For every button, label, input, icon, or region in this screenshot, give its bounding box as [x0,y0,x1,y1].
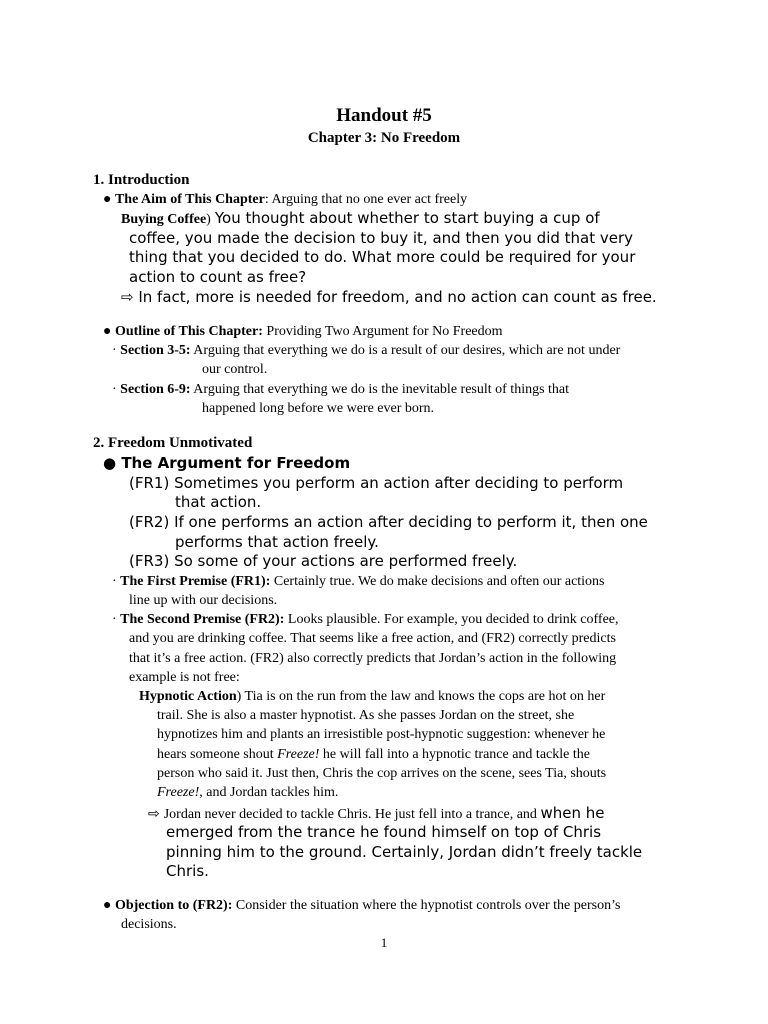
text: hears someone shout [157,747,278,762]
objection-cont: decisions. [121,917,177,932]
second-premise-text: Looks plausible. For example, you decided to drink coffee, [287,612,619,627]
conclusion-text: In fact, more is needed for freedom, and no action can count as free. [138,288,657,306]
outline-text: Providing Two Argument for No Freedom [266,324,503,339]
second-premise-item [112,613,619,627]
objection-text: Consider the situation where the hypnotist controls over the person’s [235,898,621,913]
emphasis: Freeze! [277,747,320,762]
hypnotic-action-line-5: person who said it. Just then, Chris the cop arrives on the scene, sees Tia, shouts [157,766,607,781]
outline-section-6-9-cont: happened long before we were ever born. [202,401,435,416]
hypnotic-action-text: Tia is on the run from the law and knows the cops are hot on her [244,689,606,704]
buying-coffee-text: You thought about whether to start buying a cup of [214,209,600,227]
second-premise-line-4: example is not free: [129,670,240,685]
arrow-icon: ⇨ [121,288,134,306]
aim-item [103,193,467,207]
jordan-line-2: emerged from the trance he found himself on top of Chris [166,823,602,841]
outline-label: Outline of This Chapter: [114,324,263,339]
objection-label: Objection to (FR2): [114,898,233,913]
outline-section-text: Arguing that everything we do is the inevitable result of things that [193,382,570,397]
text: he will fall into a hypnotic trance and tackle the [319,747,590,762]
marker: · [112,612,117,627]
buying-coffee-conclusion [121,290,657,305]
jordan-text-sans: when he [540,804,605,822]
second-premise-line-3: that it’s a free action. (FR2) also correctly predicts that Jordan’s action in the following [129,651,617,666]
bullet: ● [103,192,112,207]
jordan-text: Jordan never decided to tackle Chris. He just fell into a trance, and [163,807,541,822]
buying-coffee-line-1 [121,211,600,227]
second-premise-line-2: and you are drinking coffee. That seems like a free action, and (FR2) correctly predicts [129,631,616,646]
conclusion-fr3: (FR3) So some of your actions are performed freely. [129,552,518,570]
first-premise-label: The First Premise (FR1): [120,574,271,589]
marker: · [112,343,117,358]
jordan-line-1 [148,806,604,822]
outline-section-6-9 [112,383,569,397]
argument-label: The Argument for Freedom [121,454,351,472]
first-premise-item [112,575,605,589]
paren: ) [236,689,242,704]
hypnotic-action-line-2: trail. She is also a master hypnotist. As she passes Jordan on the street, she [157,708,575,723]
outline-section-3-5-cont: our control. [202,362,268,377]
argument-heading [103,456,350,471]
jordan-line-4: Chris. [166,862,209,880]
buying-coffee-label: Buying Coffee [121,212,207,227]
premise-fr1-cont: that action. [175,493,262,511]
aim-label: The Aim of This Chapter [114,192,265,207]
outline-section-label: Section 3-5: [120,343,191,358]
marker: · [112,574,117,589]
aim-text: : Arguing that no one ever act freely [264,192,468,207]
hypnotic-action-line-3: hypnotizes him and plants an irresistible post-hypnotic suggestion: whenever he [157,727,606,742]
outline-section-label: Section 6-9: [120,382,191,397]
page-number: 1 [380,935,388,950]
outline-item [103,325,503,339]
page-title: Handout #5 [336,105,432,126]
hypnotic-action-label: Hypnotic Action [139,689,237,704]
bullet: ● [103,898,112,913]
paren: ) [206,212,211,227]
hypnotic-action-line-1 [139,690,605,704]
hypnotic-action-line-6 [157,786,338,800]
jordan-line-3: pinning him to the ground. Certainly, Jordan didn’t freely tackle [166,843,643,861]
buying-coffee-line-2: coffee, you made the decision to buy it, and then you did that very [129,229,634,247]
outline-section-text: Arguing that everything we do is a result of our desires, which are not under [193,343,621,358]
page-subtitle: Chapter 3: No Freedom [307,130,461,146]
first-premise-cont: line up with our decisions. [129,593,278,608]
premise-fr2: (FR2) If one performs an action after deciding to perform it, then one [129,513,648,531]
section-heading-introduction: 1. Introduction [93,172,190,188]
first-premise-text: Certainly true. We do make decisions and often our actions [273,574,605,589]
bullet: ● [103,324,112,339]
outline-section-3-5 [112,344,620,358]
section-heading-freedom-unmotivated: 2. Freedom Unmotivated [93,435,253,451]
second-premise-label: The Second Premise (FR2): [120,612,285,627]
bullet: ● [103,454,117,472]
arrow-icon: ⇨ [148,806,160,822]
emphasis: Freeze! [157,785,200,800]
text: , and Jordan tackles him. [199,785,339,800]
buying-coffee-line-3: thing that you decided to do. What more could be required for your [129,248,636,266]
premise-fr2-cont: performs that action freely. [175,533,379,551]
objection-item [103,899,620,913]
premise-fr1: (FR1) Sometimes you perform an action after deciding to perform [129,474,624,492]
marker: · [112,382,117,397]
buying-coffee-line-4: action to count as free? [129,268,307,286]
hypnotic-action-line-4 [157,748,590,762]
